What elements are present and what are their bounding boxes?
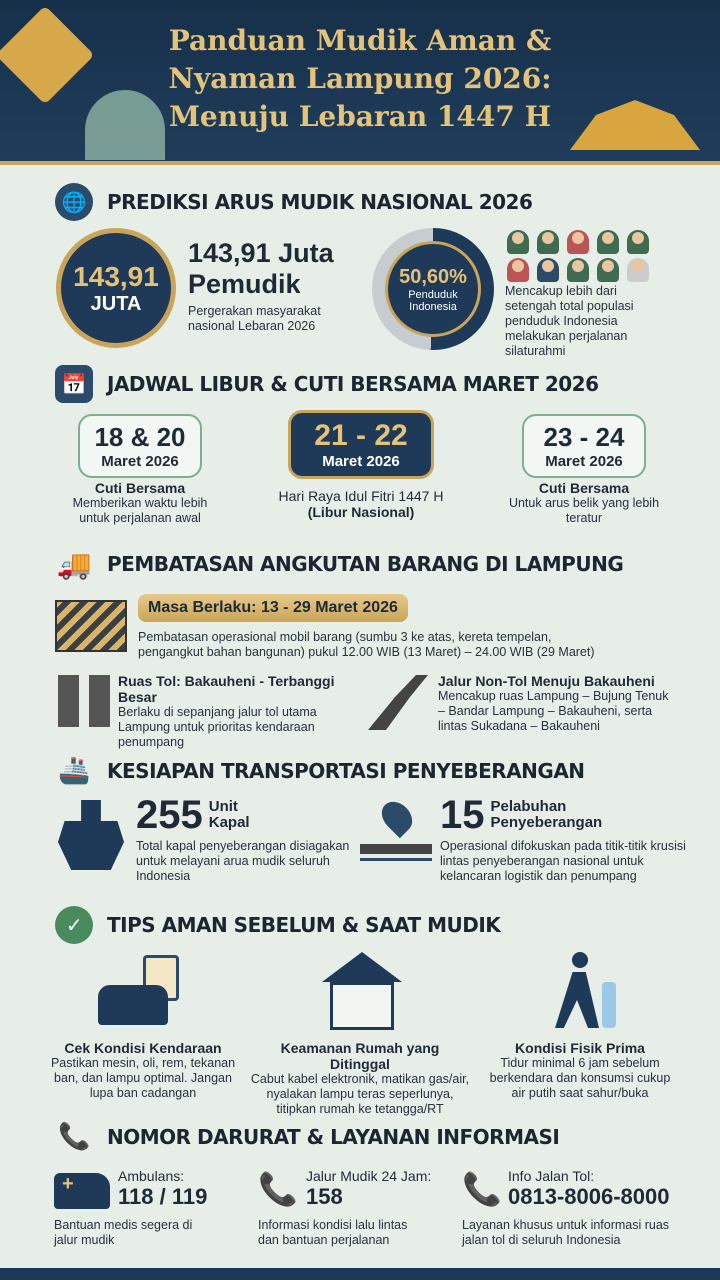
port-location-icon	[360, 800, 432, 870]
tip-title: Keamanan Rumah yang Ditinggal	[280, 1040, 440, 1072]
nontol-info	[438, 673, 678, 734]
car-checklist-icon	[98, 955, 188, 1030]
phone-icon: 📞	[58, 1122, 90, 1152]
phone-signal-icon: 📞	[258, 1171, 298, 1207]
date-card	[78, 414, 202, 478]
contact-desc: Layanan khusus untuk informasi ruas jalan tol di seluruh Indonesia	[462, 1218, 670, 1247]
month: Maret 2026	[322, 453, 400, 470]
person-icon	[597, 230, 619, 254]
phone-toll-icon: 📞	[462, 1171, 502, 1207]
heading-text: TIPS AMAN SEBELUM & SAAT MUDIK	[107, 913, 501, 937]
caption-desc: (Libur Nasional)	[307, 504, 415, 520]
tip-item	[485, 1040, 675, 1101]
section-heading-tips	[55, 906, 500, 944]
contact-desc: Bantuan medis segera di jalur mudik	[54, 1218, 193, 1247]
tip-desc: Cabut kabel elektronik, matikan gas/air, nyalakan lampu teras seperlunya, titipkan rumah ke tetangga/RT	[250, 1072, 470, 1116]
date-caption	[255, 488, 467, 520]
person-icon	[567, 258, 589, 282]
contact-number[interactable]: 118 / 119	[118, 1184, 208, 1209]
contact-number[interactable]: 158	[306, 1184, 343, 1209]
nontol-desc: Mencakup ruas Lampung – Bujung Tenuk – Bandar Lampung – Bakauheni, serta lintas Sukadana – Bakauheni	[438, 689, 669, 733]
person-icon	[507, 258, 529, 282]
month: Maret 2026	[545, 453, 623, 470]
heading-text: PEMBATASAN ANGKUTAN BARANG DI LAMPUNG	[107, 552, 624, 576]
period-badge: Masa Berlaku: 13 - 29 Maret 2026	[138, 594, 408, 622]
caption-desc: Untuk arus belik yang lebih teratur	[508, 496, 660, 525]
page-title	[130, 22, 590, 136]
person-icon	[597, 258, 619, 282]
tol-info	[118, 673, 358, 750]
heading-text: JADWAL LIBUR & CUTI BERSAMA MARET 2026	[107, 372, 599, 396]
total-pemudik-circle	[56, 228, 176, 348]
headline: 143,91 Juta	[188, 238, 334, 268]
unit-label: Pelabuhan	[490, 798, 567, 815]
contact-label: Ambulans:	[118, 1168, 185, 1184]
house-lock-icon	[322, 952, 402, 1032]
kapal-number: 255	[136, 793, 203, 837]
pembatasan-description: Pembatasan operasional mobil barang (sumbu 3 ke atas, kereta tempelan, pengangkut bahan bangunan) pukul 12.00 WIB (13 Maret) – 24.00 WIB (29 Maret)	[138, 630, 595, 659]
footer-band	[0, 1268, 720, 1280]
winding-road-icon	[368, 675, 428, 730]
ferry-icon	[58, 800, 124, 870]
contact-ambulans	[118, 1168, 207, 1210]
title-line: Nyaman Lampung 2026:	[168, 62, 552, 95]
pelabuhan-desc: Operasional difokuskan pada titik-titik krusisi lintas penyeberangan nasional untuk kelancaran logistik dan penumpang	[440, 839, 686, 883]
header-banner	[0, 0, 720, 165]
heading-text: NOMOR DARURAT & LAYANAN INFORMASI	[107, 1125, 560, 1149]
tip-item	[250, 1040, 470, 1117]
people-icon-grid	[507, 230, 653, 282]
percent-value: 50,60%	[399, 265, 467, 288]
headline: Pemudik	[188, 269, 301, 299]
person-icon	[567, 230, 589, 254]
contact-number[interactable]: 0813-8006-8000	[508, 1184, 670, 1209]
date-card-highlight	[288, 410, 434, 479]
section-heading-jadwal	[55, 365, 599, 403]
tip-desc: Pastikan mesin, oli, rem, tekanan ban, dan lampu optimal. Jangan lupa ban cadangan	[50, 1056, 236, 1100]
heading-text: KESIAPAN TRANSPORTASI PENYEBERANGAN	[107, 759, 585, 783]
circle-unit: JUTA	[90, 292, 142, 315]
description: Pergerakan masyarakat nasional Lebaran 2026	[188, 304, 321, 333]
unit-label: Kapal	[208, 814, 250, 831]
truck-icon: 🚚	[56, 547, 92, 581]
tip-desc: Tidur minimal 6 jam sebelum berkendara dan konsumsi cukup air putih saat sahur/buka	[489, 1056, 671, 1100]
nontol-title: Jalur Non-Tol Menuju Bakauheni	[438, 673, 655, 689]
ship-icon: 🚢	[58, 756, 90, 786]
tol-desc: Berlaku di sepanjang jalur tol utama Lampung untuk prioritas kendaraan penumpang	[118, 705, 317, 749]
circle-value: 143,91	[73, 260, 159, 292]
ketupat-ornament-icon	[0, 6, 94, 105]
section-heading-prediksi	[55, 183, 532, 221]
globe-icon: 🌐	[55, 183, 93, 221]
title-line: Menuju Lebaran 1447 H	[168, 100, 552, 133]
heading-text: PREDIKSI ARUS MUDIK NASIONAL 2026	[107, 190, 533, 214]
percent-donut	[372, 228, 494, 350]
caption-title: Cuti Bersama	[538, 480, 630, 496]
contact-label: Jalur Mudik 24 Jam:	[306, 1168, 432, 1184]
date-card	[522, 414, 646, 478]
unit-label: Unit	[208, 798, 238, 815]
people-description: Mencakup lebih dari setengah total populasi penduduk Indonesia melakukan perjalanan silaturahmi	[505, 284, 634, 358]
pelabuhan-number: 15	[440, 793, 485, 837]
section-heading-penyeberangan	[55, 752, 585, 790]
person-icon	[537, 258, 559, 282]
person-icon	[537, 230, 559, 254]
shield-hand-icon: ✓	[55, 906, 93, 944]
contact-jalur-mudik	[306, 1168, 431, 1210]
person-icon	[507, 230, 529, 254]
road-barrier-icon	[55, 600, 127, 652]
stretching-person-icon	[550, 952, 620, 1032]
date-caption	[504, 480, 664, 526]
tol-title: Ruas Tol: Bakauheni - Terbanggi Besar	[118, 673, 335, 705]
date: 23 - 24	[543, 422, 625, 452]
tip-item	[48, 1040, 238, 1101]
contact-desc: Informasi kondisi lalu lintas dan bantuan perjalanan	[258, 1218, 408, 1247]
contact-info-tol	[508, 1168, 669, 1210]
section-heading-darurat	[55, 1118, 559, 1156]
percent-label: Penduduk Indonesia	[408, 288, 458, 313]
month: Maret 2026	[101, 453, 179, 470]
date-caption	[60, 480, 220, 526]
date: 21 - 22	[314, 419, 408, 452]
person-icon	[627, 258, 649, 282]
caption-desc: Memberikan waktu lebih untuk perjalanan awal	[72, 496, 208, 525]
calendar-icon: 📅	[55, 365, 93, 403]
caption-title: Hari Raya Idul Fitri 1447 H	[278, 488, 444, 504]
kapal-desc: Total kapal penyeberangan disiagakan untuk melayani arua mudik seluruh Indonesia	[136, 839, 350, 883]
caption-title: Cuti Bersama	[94, 480, 186, 496]
title-line: Panduan Mudik Aman &	[168, 24, 552, 57]
pelabuhan-stat	[440, 795, 690, 884]
unit-label: Penyeberangan	[490, 814, 603, 831]
tip-title: Kondisi Fisik Prima	[515, 1040, 645, 1056]
tip-title: Cek Kondisi Kendaraan	[64, 1040, 222, 1056]
section-heading-pembatasan	[55, 545, 623, 583]
date: 18 & 20	[94, 422, 186, 452]
pemudik-summary	[188, 238, 368, 334]
ambulance-icon: +	[54, 1173, 110, 1209]
kapal-stat	[136, 795, 356, 884]
person-icon	[627, 230, 649, 254]
contact-label: Info Jalan Tol:	[508, 1168, 595, 1184]
toll-road-icon	[58, 675, 110, 727]
